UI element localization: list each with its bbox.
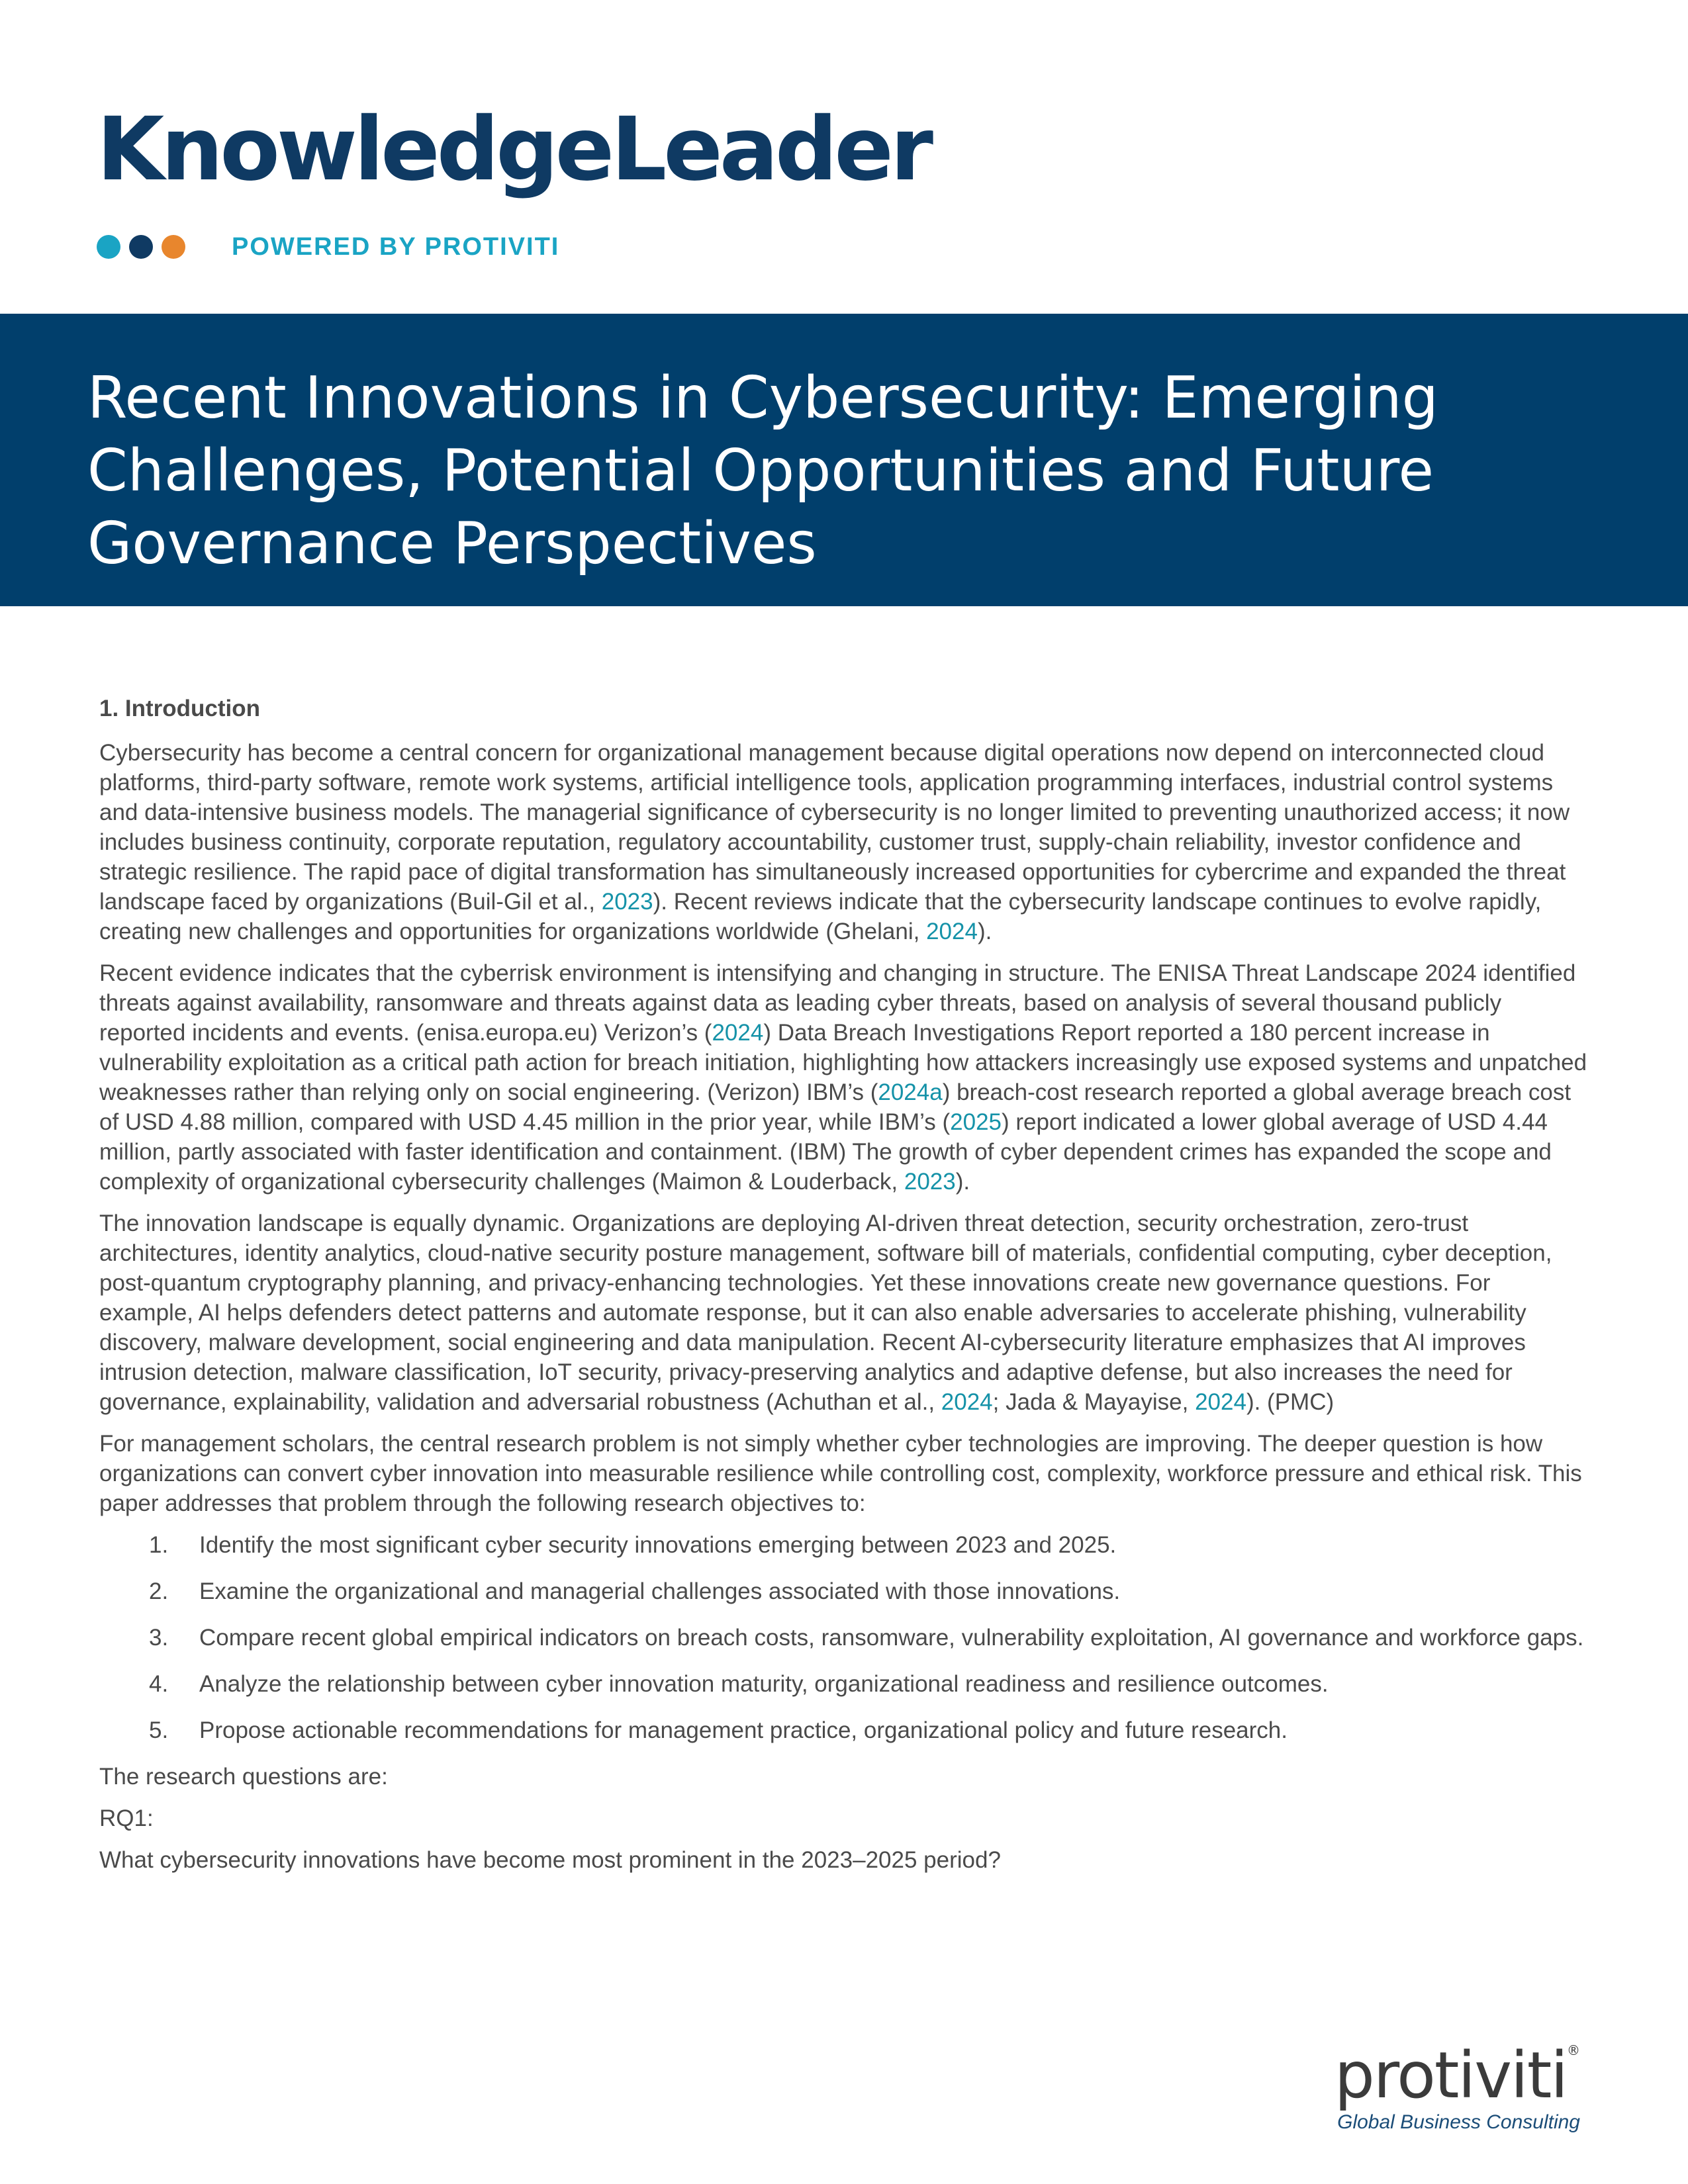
knowledgeleader-logo: KnowledgeLeader (97, 99, 930, 201)
objectives-list (99, 1530, 1589, 1745)
title-banner (0, 314, 1688, 606)
protiviti-tagline: Global Business Consulting (1337, 2111, 1580, 2133)
protiviti-footer-logo (1334, 2038, 1580, 2134)
paragraph-text: The innovation landscape is equally dynamic. Organizations are deploying AI-driven threat detection, security orchestration, zero-trust architectures, identity analytics, cloud-native security posture management, software bill of materials, confidential computing, cyber deception, post-quantum cryptography planning, and privacy-enhancing technologies. Yet these innovations create new governance questions. For example, AI helps defenders detect patterns and automate response, but it can also enable adversaries to accelerate phishing, vulnerability discovery, malware development, social engineering and data manipulation. Recent AI-cybersecurity literature emphasizes that AI improves intrusion detection, malware classification, IoT security, privacy-preserving analytics and adaptive defense, but also increases the need for governance, explainability, validation and adversarial robustness (Achuthan et al., (99, 1210, 1552, 1415)
dot-2 (129, 235, 153, 259)
citation-link[interactable]: 2023 (904, 1169, 956, 1195)
citation-link[interactable]: 2024 (926, 919, 978, 944)
paragraph-3 (99, 1208, 1589, 1417)
objective-item (99, 1576, 1589, 1606)
objective-number: 1. (149, 1532, 169, 1558)
paragraph-text: For management scholars, the central research problem is not simply whether cyber technologies are improving. The deeper question is how organizations can convert cyber innovation into measurable resilience while controlling cost, complexity, workforce pressure and ethical risk. This paper addresses that problem through the following research objectives to: (99, 1431, 1582, 1516)
paragraph-text: ) Data Breach Investigations Report reported a 180 percent increase in vulnerability exploitation as a critical path action for breach initiation, highlighting how attackers increasingly use exposed systems and unpatched weaknesses rather than relying only on social engineering. (Verizon) IBM’s ( (99, 1020, 1587, 1105)
document-body (99, 694, 1589, 1887)
powered-by-text: POWERED BY PROTIVITI (232, 232, 560, 261)
paragraph-text: ; Jada & Mayayise, (992, 1389, 1196, 1415)
objective-text: Identify the most significant cyber security innovations emerging between 2023 and 2025. (199, 1532, 1117, 1558)
registered-mark: ® (1567, 2042, 1580, 2058)
paragraph-2 (99, 958, 1589, 1197)
rq1-text: What cybersecurity innovations have become most prominent in the 2023–2025 period? (99, 1847, 1001, 1873)
paragraph-4 (99, 1429, 1589, 1518)
document-title: Recent Innovations in Cybersecurity: Emerging Challenges, Potential Opportunities and Future Governance Perspectives (87, 364, 1438, 577)
paragraph-text: ). Recent reviews indicate that the cybersecurity landscape continues to evolve rapidly, creating new challenges and opportunities for organizations worldwide (Ghelani, (99, 889, 1542, 944)
citation-link[interactable]: 2025 (950, 1109, 1002, 1135)
protiviti-wordmark (1334, 2038, 1580, 2113)
citation-link[interactable]: 2023 (601, 889, 653, 915)
objective-item (99, 1530, 1589, 1560)
paragraph-text: ) report indicated a lower global average of USD 4.44 million, partly associated with faster identification and containment. (IBM) The growth of cyber dependent crimes has expanded the scope and complexity of organizational cybersecurity challenges (Maimon & Louderback, (99, 1109, 1552, 1195)
protiviti-wordmark-text: protiviti (1334, 2038, 1567, 2113)
rq1-label: RQ1: (99, 1805, 154, 1831)
objective-number: 3. (149, 1625, 169, 1651)
objective-number: 2. (149, 1578, 169, 1604)
objective-text: Propose actionable recommendations for management practice, organizational policy and future research. (199, 1717, 1288, 1743)
objective-number: 5. (149, 1717, 169, 1743)
paragraph-text: ). (977, 919, 992, 944)
objective-item (99, 1623, 1589, 1653)
objective-text: Examine the organizational and managerial challenges associated with those innovations. (199, 1578, 1121, 1604)
citation-link[interactable]: 2024 (712, 1020, 764, 1046)
objective-number: 4. (149, 1671, 169, 1697)
paragraph-1 (99, 738, 1589, 946)
paragraph-text: Recent evidence indicates that the cyberrisk environment is intensifying and changing in structure. The ENISA Threat Landscape 2024 identified threats against availability, ransomware and threats against data as leading cyber threats, based on analysis of several thousand publicly reported incidents and events. (enisa.europa.eu) Verizon’s ( (99, 960, 1576, 1046)
paragraph-text: ). (PMC) (1246, 1389, 1335, 1415)
objective-text: Compare recent global empirical indicators on breach costs, ransomware, vulnerability exploitation, AI governance and workforce gaps. (199, 1625, 1584, 1651)
paragraph-text: ) breach-cost research reported a global average breach cost of USD 4.88 million, compared with USD 4.45 million in the prior year, while IBM’s ( (99, 1079, 1571, 1135)
section-heading: 1. Introduction (99, 696, 261, 721)
powered-by-line (97, 232, 559, 262)
citation-link[interactable]: 2024a (878, 1079, 943, 1105)
citation-link[interactable]: 2024 (941, 1389, 993, 1415)
paragraph-text: ). (955, 1169, 970, 1195)
objective-item (99, 1669, 1589, 1699)
objective-text: Analyze the relationship between cyber innovation maturity, organizational readiness and resilience outcomes. (199, 1671, 1329, 1697)
dot-3 (162, 235, 185, 259)
citation-link[interactable]: 2024 (1195, 1389, 1246, 1415)
research-questions-intro: The research questions are: (99, 1764, 388, 1790)
paragraph-text: Cybersecurity has become a central concern for organizational management because digital operations now depend on interconnected cloud platforms, third-party software, remote work systems, artificial intelligence tools, application programming interfaces, industrial control systems and data-intensive business models. The managerial significance of cybersecurity is no longer limited to preventing unauthorized access; it now includes business continuity, corporate reputation, regulatory accountability, customer trust, supply-chain reliability, investor confidence and strategic resilience. The rapid pace of digital transformation has simultaneously increased opportunities for cybercrime and expanded the threat landscape faced by organizations (Buil-Gil et al., (99, 740, 1570, 915)
objective-item (99, 1715, 1589, 1745)
dot-1 (97, 235, 120, 259)
